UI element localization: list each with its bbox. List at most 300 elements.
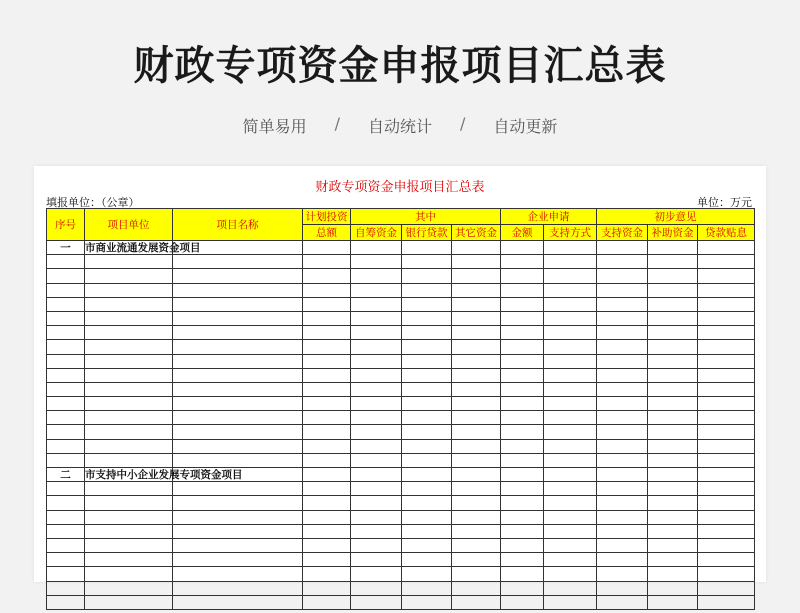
table-cell[interactable]	[597, 311, 648, 325]
table-cell[interactable]	[351, 496, 402, 510]
table-cell[interactable]	[698, 496, 755, 510]
table-cell[interactable]	[648, 283, 698, 297]
table-cell[interactable]	[544, 482, 597, 496]
table-cell[interactable]	[351, 269, 402, 283]
table-cell[interactable]	[351, 397, 402, 411]
table-cell[interactable]	[698, 567, 755, 581]
table-cell[interactable]	[351, 553, 402, 567]
table-cell[interactable]	[47, 326, 85, 340]
table-cell[interactable]	[303, 368, 351, 382]
table-cell[interactable]	[452, 581, 501, 595]
table-cell[interactable]	[47, 354, 85, 368]
table-cell[interactable]	[402, 297, 452, 311]
table-cell[interactable]	[452, 382, 501, 396]
table-cell[interactable]	[648, 496, 698, 510]
table-cell[interactable]	[47, 283, 85, 297]
table-cell[interactable]	[597, 340, 648, 354]
table-cell[interactable]	[544, 354, 597, 368]
table-cell[interactable]	[501, 411, 544, 425]
table-cell[interactable]	[402, 255, 452, 269]
table-cell[interactable]	[544, 538, 597, 552]
table-cell[interactable]	[47, 482, 85, 496]
table-cell[interactable]	[698, 354, 755, 368]
table-cell[interactable]	[303, 255, 351, 269]
table-cell[interactable]	[47, 255, 85, 269]
table-cell[interactable]	[351, 311, 402, 325]
table-cell[interactable]	[402, 439, 452, 453]
table-cell[interactable]	[544, 496, 597, 510]
table-cell[interactable]	[85, 496, 173, 510]
table-cell[interactable]	[47, 439, 85, 453]
table-cell[interactable]	[501, 425, 544, 439]
table-cell[interactable]	[501, 453, 544, 467]
table-cell[interactable]	[452, 411, 501, 425]
table-cell[interactable]	[173, 510, 303, 524]
table-cell[interactable]	[648, 255, 698, 269]
table-cell[interactable]	[452, 326, 501, 340]
table-cell[interactable]	[544, 297, 597, 311]
table-cell[interactable]	[698, 397, 755, 411]
table-cell[interactable]	[402, 241, 452, 255]
table-cell[interactable]	[303, 283, 351, 297]
table-cell[interactable]	[698, 482, 755, 496]
table-cell[interactable]	[47, 510, 85, 524]
table-cell[interactable]	[544, 382, 597, 396]
table-cell[interactable]	[402, 538, 452, 552]
table-cell[interactable]	[544, 411, 597, 425]
table-cell[interactable]	[452, 595, 501, 609]
table-cell[interactable]	[303, 496, 351, 510]
table-cell[interactable]	[648, 397, 698, 411]
table-cell[interactable]	[544, 241, 597, 255]
table-cell[interactable]	[402, 510, 452, 524]
table-cell[interactable]	[648, 482, 698, 496]
table-cell[interactable]	[648, 439, 698, 453]
table-cell[interactable]	[303, 425, 351, 439]
table-cell[interactable]	[303, 269, 351, 283]
table-cell[interactable]	[351, 581, 402, 595]
table-cell[interactable]	[452, 496, 501, 510]
table-cell[interactable]	[544, 340, 597, 354]
table-cell[interactable]	[351, 241, 402, 255]
table-cell[interactable]	[597, 496, 648, 510]
table-cell[interactable]	[452, 510, 501, 524]
table-cell[interactable]	[544, 311, 597, 325]
table-cell[interactable]	[544, 425, 597, 439]
table-cell[interactable]	[351, 283, 402, 297]
table-cell[interactable]	[501, 496, 544, 510]
table-cell[interactable]	[351, 538, 402, 552]
table-cell[interactable]	[173, 439, 303, 453]
table-cell[interactable]	[452, 311, 501, 325]
table-cell[interactable]	[501, 510, 544, 524]
table-cell[interactable]	[501, 283, 544, 297]
table-cell[interactable]	[698, 553, 755, 567]
table-cell[interactable]	[501, 482, 544, 496]
table-cell[interactable]	[402, 269, 452, 283]
table-cell[interactable]	[85, 453, 173, 467]
table-cell[interactable]	[303, 553, 351, 567]
table-cell[interactable]	[47, 524, 85, 538]
table-cell[interactable]	[452, 241, 501, 255]
table-cell[interactable]	[402, 581, 452, 595]
table-cell[interactable]	[47, 581, 85, 595]
table-cell[interactable]	[173, 553, 303, 567]
table-cell[interactable]	[85, 411, 173, 425]
table-cell[interactable]	[597, 255, 648, 269]
table-cell[interactable]	[351, 482, 402, 496]
table-cell[interactable]	[173, 595, 303, 609]
table-cell[interactable]	[698, 340, 755, 354]
table-cell[interactable]	[698, 453, 755, 467]
table-cell[interactable]	[351, 439, 402, 453]
table-cell[interactable]	[452, 255, 501, 269]
table-cell[interactable]	[597, 241, 648, 255]
table-cell[interactable]	[402, 482, 452, 496]
table-cell[interactable]	[648, 567, 698, 581]
table-cell[interactable]	[85, 595, 173, 609]
table-cell[interactable]	[501, 297, 544, 311]
table-cell[interactable]	[648, 297, 698, 311]
table-cell[interactable]	[303, 453, 351, 467]
table-cell[interactable]	[648, 368, 698, 382]
table-cell[interactable]	[173, 255, 303, 269]
table-cell[interactable]	[47, 368, 85, 382]
table-cell[interactable]	[47, 425, 85, 439]
table-cell[interactable]	[544, 283, 597, 297]
table-cell[interactable]	[698, 468, 755, 482]
table-cell[interactable]	[698, 311, 755, 325]
table-cell[interactable]	[351, 354, 402, 368]
table-cell[interactable]	[303, 439, 351, 453]
table-cell[interactable]	[452, 553, 501, 567]
table-cell[interactable]	[351, 340, 402, 354]
table-cell[interactable]	[597, 524, 648, 538]
table-cell[interactable]	[173, 283, 303, 297]
table-cell[interactable]	[85, 283, 173, 297]
table-cell[interactable]	[402, 453, 452, 467]
table-cell[interactable]	[452, 397, 501, 411]
table-cell[interactable]	[85, 581, 173, 595]
table-cell[interactable]	[47, 297, 85, 311]
table-cell[interactable]	[173, 311, 303, 325]
table-cell[interactable]	[47, 411, 85, 425]
table-cell[interactable]	[544, 581, 597, 595]
table-cell[interactable]	[173, 382, 303, 396]
table-cell[interactable]	[351, 411, 402, 425]
table-cell[interactable]	[648, 340, 698, 354]
table-cell[interactable]	[402, 368, 452, 382]
table-cell[interactable]	[402, 326, 452, 340]
table-cell[interactable]	[501, 368, 544, 382]
table-cell[interactable]	[173, 411, 303, 425]
table-cell[interactable]	[452, 538, 501, 552]
table-cell[interactable]	[173, 326, 303, 340]
table-cell[interactable]	[85, 538, 173, 552]
table-cell[interactable]	[597, 326, 648, 340]
table-cell[interactable]	[47, 595, 85, 609]
table-cell[interactable]	[501, 326, 544, 340]
table-cell[interactable]	[597, 510, 648, 524]
table-cell[interactable]	[303, 311, 351, 325]
table-cell[interactable]	[698, 255, 755, 269]
table-cell[interactable]	[597, 567, 648, 581]
table-cell[interactable]	[85, 553, 173, 567]
table-cell[interactable]	[303, 326, 351, 340]
table-cell[interactable]	[698, 368, 755, 382]
table-cell[interactable]	[173, 482, 303, 496]
table-cell[interactable]	[544, 439, 597, 453]
table-cell[interactable]	[698, 382, 755, 396]
table-cell[interactable]	[303, 538, 351, 552]
table-cell[interactable]	[544, 595, 597, 609]
table-cell[interactable]	[544, 524, 597, 538]
table-cell[interactable]	[351, 425, 402, 439]
table-cell[interactable]	[47, 397, 85, 411]
table-cell[interactable]	[544, 397, 597, 411]
table-cell[interactable]	[501, 354, 544, 368]
table-cell[interactable]	[47, 496, 85, 510]
table-cell[interactable]	[173, 297, 303, 311]
table-cell[interactable]	[698, 297, 755, 311]
table-cell[interactable]	[85, 567, 173, 581]
table-cell[interactable]	[648, 411, 698, 425]
table-cell[interactable]	[303, 581, 351, 595]
table-cell[interactable]	[303, 241, 351, 255]
table-cell[interactable]	[597, 397, 648, 411]
table-cell[interactable]	[452, 297, 501, 311]
table-cell[interactable]	[303, 397, 351, 411]
table-cell[interactable]	[351, 326, 402, 340]
table-cell[interactable]	[597, 283, 648, 297]
table-cell[interactable]	[597, 382, 648, 396]
table-cell[interactable]	[698, 326, 755, 340]
table-cell[interactable]	[173, 340, 303, 354]
table-cell[interactable]	[544, 326, 597, 340]
table-cell[interactable]	[698, 241, 755, 255]
table-cell[interactable]	[452, 354, 501, 368]
table-cell[interactable]	[47, 382, 85, 396]
table-cell[interactable]	[501, 581, 544, 595]
table-cell[interactable]	[85, 368, 173, 382]
table-cell[interactable]	[698, 538, 755, 552]
table-cell[interactable]	[85, 482, 173, 496]
table-cell[interactable]	[544, 255, 597, 269]
table-cell[interactable]	[351, 595, 402, 609]
table-cell[interactable]	[402, 595, 452, 609]
table-cell[interactable]	[501, 255, 544, 269]
table-cell[interactable]	[85, 397, 173, 411]
table-cell[interactable]	[402, 567, 452, 581]
table-cell[interactable]	[544, 453, 597, 467]
table-cell[interactable]	[648, 510, 698, 524]
table-cell[interactable]	[501, 269, 544, 283]
table-cell[interactable]	[173, 496, 303, 510]
table-cell[interactable]	[597, 581, 648, 595]
table-cell[interactable]	[648, 269, 698, 283]
table-cell[interactable]	[597, 595, 648, 609]
table-cell[interactable]	[351, 524, 402, 538]
table-cell[interactable]	[351, 453, 402, 467]
table-cell[interactable]	[173, 538, 303, 552]
table-cell[interactable]	[351, 382, 402, 396]
table-cell[interactable]	[351, 567, 402, 581]
table-cell[interactable]	[597, 553, 648, 567]
table-cell[interactable]	[501, 595, 544, 609]
table-cell[interactable]	[501, 340, 544, 354]
table-cell[interactable]	[303, 595, 351, 609]
table-cell[interactable]	[303, 567, 351, 581]
table-cell[interactable]	[501, 382, 544, 396]
table-cell[interactable]	[597, 297, 648, 311]
table-cell[interactable]	[648, 241, 698, 255]
table-cell[interactable]	[452, 340, 501, 354]
table-cell[interactable]	[501, 567, 544, 581]
table-cell[interactable]	[648, 553, 698, 567]
table-cell[interactable]	[173, 453, 303, 467]
table-cell[interactable]	[544, 567, 597, 581]
table-cell[interactable]	[648, 538, 698, 552]
table-cell[interactable]	[303, 297, 351, 311]
table-cell[interactable]	[501, 439, 544, 453]
table-cell[interactable]	[402, 340, 452, 354]
table-cell[interactable]	[648, 382, 698, 396]
table-cell[interactable]	[648, 524, 698, 538]
table-cell[interactable]	[303, 468, 351, 482]
table-cell[interactable]	[648, 453, 698, 467]
table-cell[interactable]	[452, 453, 501, 467]
table-cell[interactable]	[698, 524, 755, 538]
table-cell[interactable]	[402, 468, 452, 482]
table-cell[interactable]	[452, 269, 501, 283]
table-cell[interactable]	[402, 553, 452, 567]
table-cell[interactable]	[303, 354, 351, 368]
table-cell[interactable]	[173, 524, 303, 538]
table-cell[interactable]	[698, 269, 755, 283]
table-cell[interactable]	[452, 425, 501, 439]
table-cell[interactable]	[47, 311, 85, 325]
table-cell[interactable]	[501, 468, 544, 482]
table-cell[interactable]	[501, 397, 544, 411]
table-cell[interactable]	[173, 354, 303, 368]
table-cell[interactable]	[452, 283, 501, 297]
table-cell[interactable]	[501, 524, 544, 538]
table-cell[interactable]	[47, 567, 85, 581]
table-cell[interactable]	[597, 453, 648, 467]
table-cell[interactable]	[648, 425, 698, 439]
table-cell[interactable]	[544, 368, 597, 382]
table-cell[interactable]	[402, 354, 452, 368]
table-cell[interactable]	[501, 241, 544, 255]
table-cell[interactable]	[303, 411, 351, 425]
table-cell[interactable]	[452, 468, 501, 482]
table-cell[interactable]	[173, 581, 303, 595]
table-cell[interactable]	[597, 368, 648, 382]
table-cell[interactable]	[452, 439, 501, 453]
table-cell[interactable]	[648, 354, 698, 368]
table-cell[interactable]	[597, 538, 648, 552]
table-cell[interactable]	[402, 524, 452, 538]
table-cell[interactable]	[47, 553, 85, 567]
table-cell[interactable]	[85, 340, 173, 354]
table-cell[interactable]	[402, 283, 452, 297]
table-cell[interactable]	[597, 269, 648, 283]
table-cell[interactable]	[85, 326, 173, 340]
table-cell[interactable]	[501, 311, 544, 325]
table-cell[interactable]	[173, 368, 303, 382]
table-cell[interactable]	[544, 269, 597, 283]
table-cell[interactable]	[698, 510, 755, 524]
table-cell[interactable]	[173, 567, 303, 581]
table-cell[interactable]	[501, 538, 544, 552]
table-cell[interactable]	[597, 354, 648, 368]
table-cell[interactable]	[173, 425, 303, 439]
table-cell[interactable]	[47, 269, 85, 283]
table-cell[interactable]	[452, 567, 501, 581]
table-cell[interactable]	[544, 468, 597, 482]
table-cell[interactable]	[303, 340, 351, 354]
table-cell[interactable]	[351, 297, 402, 311]
table-cell[interactable]	[648, 595, 698, 609]
table-cell[interactable]	[351, 468, 402, 482]
table-cell[interactable]	[597, 482, 648, 496]
table-cell[interactable]	[303, 524, 351, 538]
table-cell[interactable]	[698, 581, 755, 595]
table-cell[interactable]	[597, 468, 648, 482]
table-cell[interactable]	[698, 425, 755, 439]
table-cell[interactable]	[85, 255, 173, 269]
table-cell[interactable]	[452, 524, 501, 538]
table-cell[interactable]	[698, 439, 755, 453]
table-cell[interactable]	[501, 553, 544, 567]
table-cell[interactable]	[698, 595, 755, 609]
table-cell[interactable]	[85, 354, 173, 368]
table-cell[interactable]	[698, 283, 755, 297]
table-cell[interactable]	[47, 340, 85, 354]
table-cell[interactable]	[402, 425, 452, 439]
table-cell[interactable]	[303, 482, 351, 496]
table-cell[interactable]	[85, 382, 173, 396]
table-cell[interactable]	[648, 468, 698, 482]
table-cell[interactable]	[85, 297, 173, 311]
table-cell[interactable]	[597, 439, 648, 453]
table-cell[interactable]	[597, 411, 648, 425]
table-cell[interactable]	[351, 255, 402, 269]
table-cell[interactable]	[351, 510, 402, 524]
table-cell[interactable]	[303, 382, 351, 396]
table-cell[interactable]	[85, 425, 173, 439]
table-cell[interactable]	[597, 425, 648, 439]
table-cell[interactable]	[544, 553, 597, 567]
table-cell[interactable]	[648, 581, 698, 595]
table-cell[interactable]	[648, 326, 698, 340]
table-cell[interactable]	[402, 397, 452, 411]
table-cell[interactable]	[85, 269, 173, 283]
table-cell[interactable]	[47, 538, 85, 552]
table-cell[interactable]	[173, 397, 303, 411]
table-cell[interactable]	[85, 524, 173, 538]
table-cell[interactable]	[402, 311, 452, 325]
table-cell[interactable]	[452, 482, 501, 496]
table-cell[interactable]	[402, 382, 452, 396]
table-cell[interactable]	[303, 510, 351, 524]
table-cell[interactable]	[85, 311, 173, 325]
table-cell[interactable]	[47, 453, 85, 467]
table-cell[interactable]	[85, 510, 173, 524]
table-cell[interactable]	[544, 510, 597, 524]
table-cell[interactable]	[648, 311, 698, 325]
table-cell[interactable]	[452, 368, 501, 382]
